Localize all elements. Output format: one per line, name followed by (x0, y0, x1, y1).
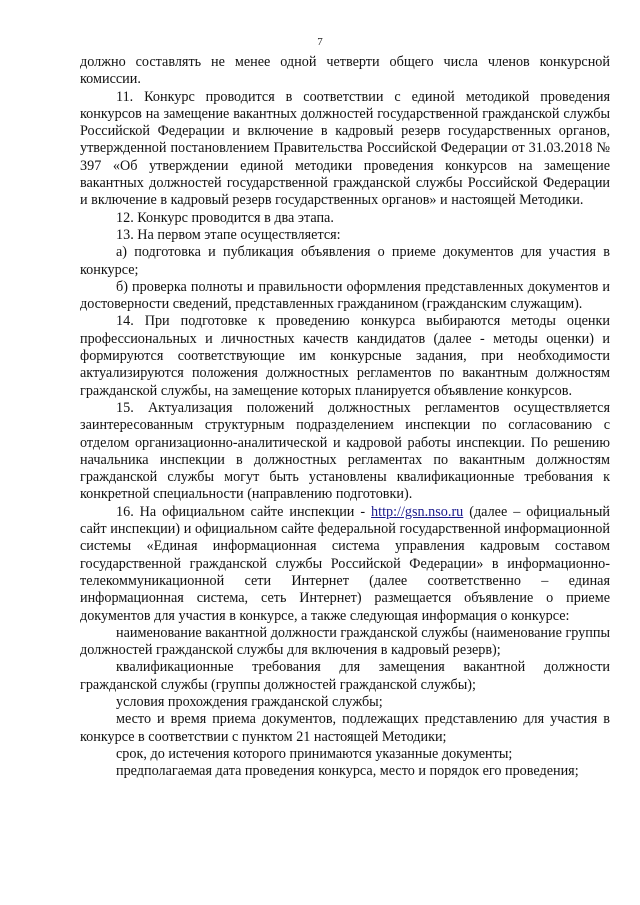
paragraph-12: 12. Конкурс проводится в два этапа. (116, 209, 334, 226)
paragraph-15: 15. Актуализация положений должностных регламентов осуществляется заинтересованным структурным подразделением инспекции по согласованию с отделом организационно-аналитической и кадровой работы инспекции. По решению начальника инспекции в должностных регламентах по вакантным должностям гражданской службы могут быть установлены квалификационные требования к конкретной специальности (направлению подготовки). (80, 399, 610, 503)
list-item-place-time: место и время приема документов, подлежащих представлению для участия в конкурсе в соответствии с пунктом 21 настоящей Методики; (80, 711, 610, 745)
page-number: 7 (317, 36, 323, 48)
official-site-link[interactable]: http://gsn.nso.ru (371, 503, 464, 520)
paragraph-14: 14. При подготовке к проведению конкурса выбираются методы оценки профессиональных и личностных качеств кандидатов (далее - методы оценки) и формируются соответствующие им конкурсные задания, при необходимости актуализируются положения должностных регламентов по вакантным должностям гражданской службы, на замещение которых планируется объявление конкурсов. (80, 313, 610, 399)
paragraph-16-start: 16. На официальном сайте инспекции - (116, 503, 372, 520)
document-body (80, 54, 610, 780)
paragraph-13b: б) проверка полноты и правильности оформления представленных документов и достоверности сведений, представленных гражданином (гражданским служащим). (80, 278, 610, 313)
paragraph-continuation: должно составлять не менее одной четверти общего числа членов конкурсной комиссии. (80, 54, 610, 88)
paragraph-11: 11. Конкурс проводится в соответствии с единой методикой проведения конкурсов на замещение вакантных должностей государственной гражданской службы Российской Федерации и включение в кадровый резерв государственных органов, утвержденной постановлением Правительства Российской Федерации от 31.03.2018 № 397 «Об утверждении единой методики проведения конкурсов на замещение вакантных должностей государственной гражданской службы Российской Федерации и включение в кадровый резерв государственных органов» и настоящей Методики. (80, 88, 610, 209)
list-item-qualification: квалификационные требования для замещения вакантной должности гражданской службы (группы должностей гражданской службы); (80, 659, 610, 693)
list-item-vacancy-name: наименование вакантной должности гражданской службы (наименование группы должностей гражданской службы для включения в кадровый резерв); (80, 624, 610, 659)
paragraph-16 (80, 504, 610, 625)
list-item-deadline: срок, до истечения которого принимаются указанные документы; (116, 745, 513, 762)
list-item-date-place: предполагаемая дата проведения конкурса, место и порядок его проведения; (116, 763, 579, 780)
list-item-service-conditions: условия прохождения гражданской службы; (116, 693, 383, 710)
paragraph-16-end: (далее – официальный сайт инспекции) и официальном сайте федеральной государственной информационной системы «Единая информационная система управления кадровым составом государственной гражданской службы Российской Федерации» в информационно-телекоммуникационной сети Интернет (далее соответственно – единая информационная система, сеть Интернет) размещается объявление о приеме документов для участия в конкурсе, а также следующая информация о конкурсе: (80, 503, 610, 624)
paragraph-13a: а) подготовка и публикация объявления о приеме документов для участия в конкурсе; (80, 244, 610, 278)
paragraph-13: 13. На первом этапе осуществляется: (116, 226, 341, 243)
